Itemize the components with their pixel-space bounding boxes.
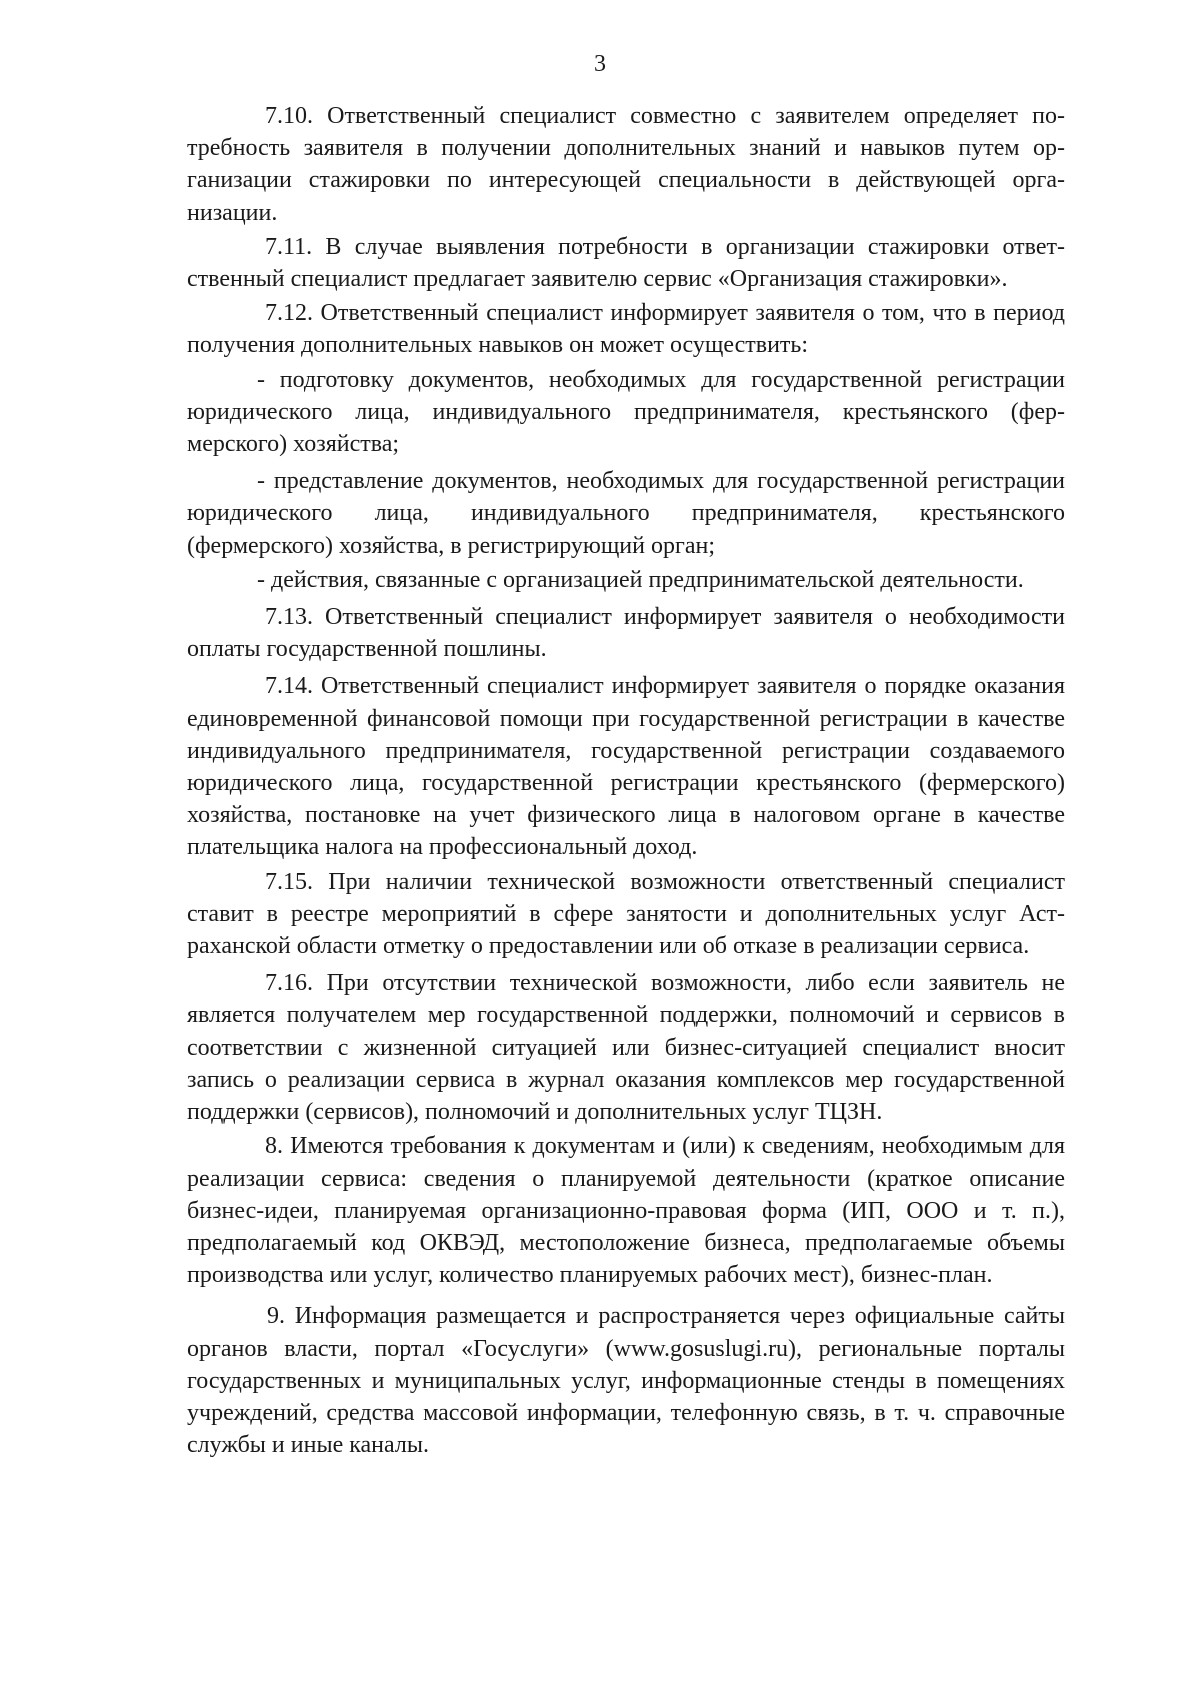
paragraph-7-14: 7.14. Ответственный специалист информирует заявителя о порядке оказания единовременной финансовой помощи при государственной регистрации в качестве индивидуального предпринимателя, государственной регистрации создаваемого юридического лица, государственной регистрации крестьянского (фермерского) хозяйства, постановке на учет физического лица в налоговом органе в качестве плательщика налога на профессиональный доход. — [187, 673, 1065, 861]
paragraph-7-12: 7.12. Ответственный специалист информирует заявителя о том, что в период получения дополнительных навыков он может осуществить: — [187, 300, 1065, 359]
paragraph-8: 8. Имеются требования к документам и (или) к сведениям, необходимым для реализации сервиса: сведения о планируемой деятельности (краткое описание бизнес-идеи, планируемая организационно-правовая форма (ИП, ООО и т. п.), предполагаемый код ОКВЭД, местоположение бизнеса, предполагаемые объемы производства или услуг, количество планируемых рабочих мест), бизнес-план. — [187, 1133, 1065, 1289]
paragraph-7-16: 7.16. При отсутствии технической возможности, либо если заявитель не является получателем мер государственной поддержки, полномочий и сервисов в соответствии с жизненной ситуацией или бизнес-ситуацией специалист вносит запись о реализации сервиса в журнал оказания комплексов мер государственной поддержки (сервисов), полномочий и дополнительных услуг ТЦЗН. — [187, 970, 1065, 1126]
page-number: 3 — [594, 51, 606, 77]
paragraph-9: 9. Информация размещается и распространяется через официальные сайты органов власти, портал «Госуслуги» (www.gosuslugi.ru), региональные порталы государственных и муниципальных услуг, информационные стенды в помещениях учреждений, средства массовой информации, телефонную связь, в т. ч. справочные службы и иные каналы. — [187, 1303, 1065, 1459]
paragraph-7-15: 7.15. При наличии технической возможности ответственный специалист ставит в реестре мероприятий в сфере занятости и дополнительных услуг Астраханской области отметку о предоставлении или об отказе в реализации сервиса. — [187, 868, 1065, 960]
paragraph-7-10: 7.10. Ответственный специалист совместно с заявителем определяет потребность заявителя в получении дополнительных знаний и навыков путем организации стажировки по интересующей специальности в действующей организации. — [187, 103, 1065, 226]
paragraph-7-11: 7.11. В случае выявления потребности в организации стажировки ответственный специалист предлагает заявителю сервис «Организация стажировки». — [187, 233, 1065, 293]
list-item-registration-docs: - подготовку документов, необходимых для государственной регистрации юридического лица, индивидуального предпринимателя, крестьянского (фермерского) хозяйства; — [187, 366, 1065, 458]
list-item-business-actions: - действия, связанные с организацией предпринимательской деятельности. — [257, 566, 1024, 593]
list-item-submit-docs: - представление документов, необходимых для государственной регистрации юридического лица, индивидуального предпринимателя, крестьянского (фермерского) хозяйства, в регистрирующий орган; — [187, 468, 1065, 559]
paragraph-7-13: 7.13. Ответственный специалист информирует заявителя о необходимости оплаты государственной пошлины. — [187, 604, 1065, 663]
document-body — [187, 100, 1065, 1461]
